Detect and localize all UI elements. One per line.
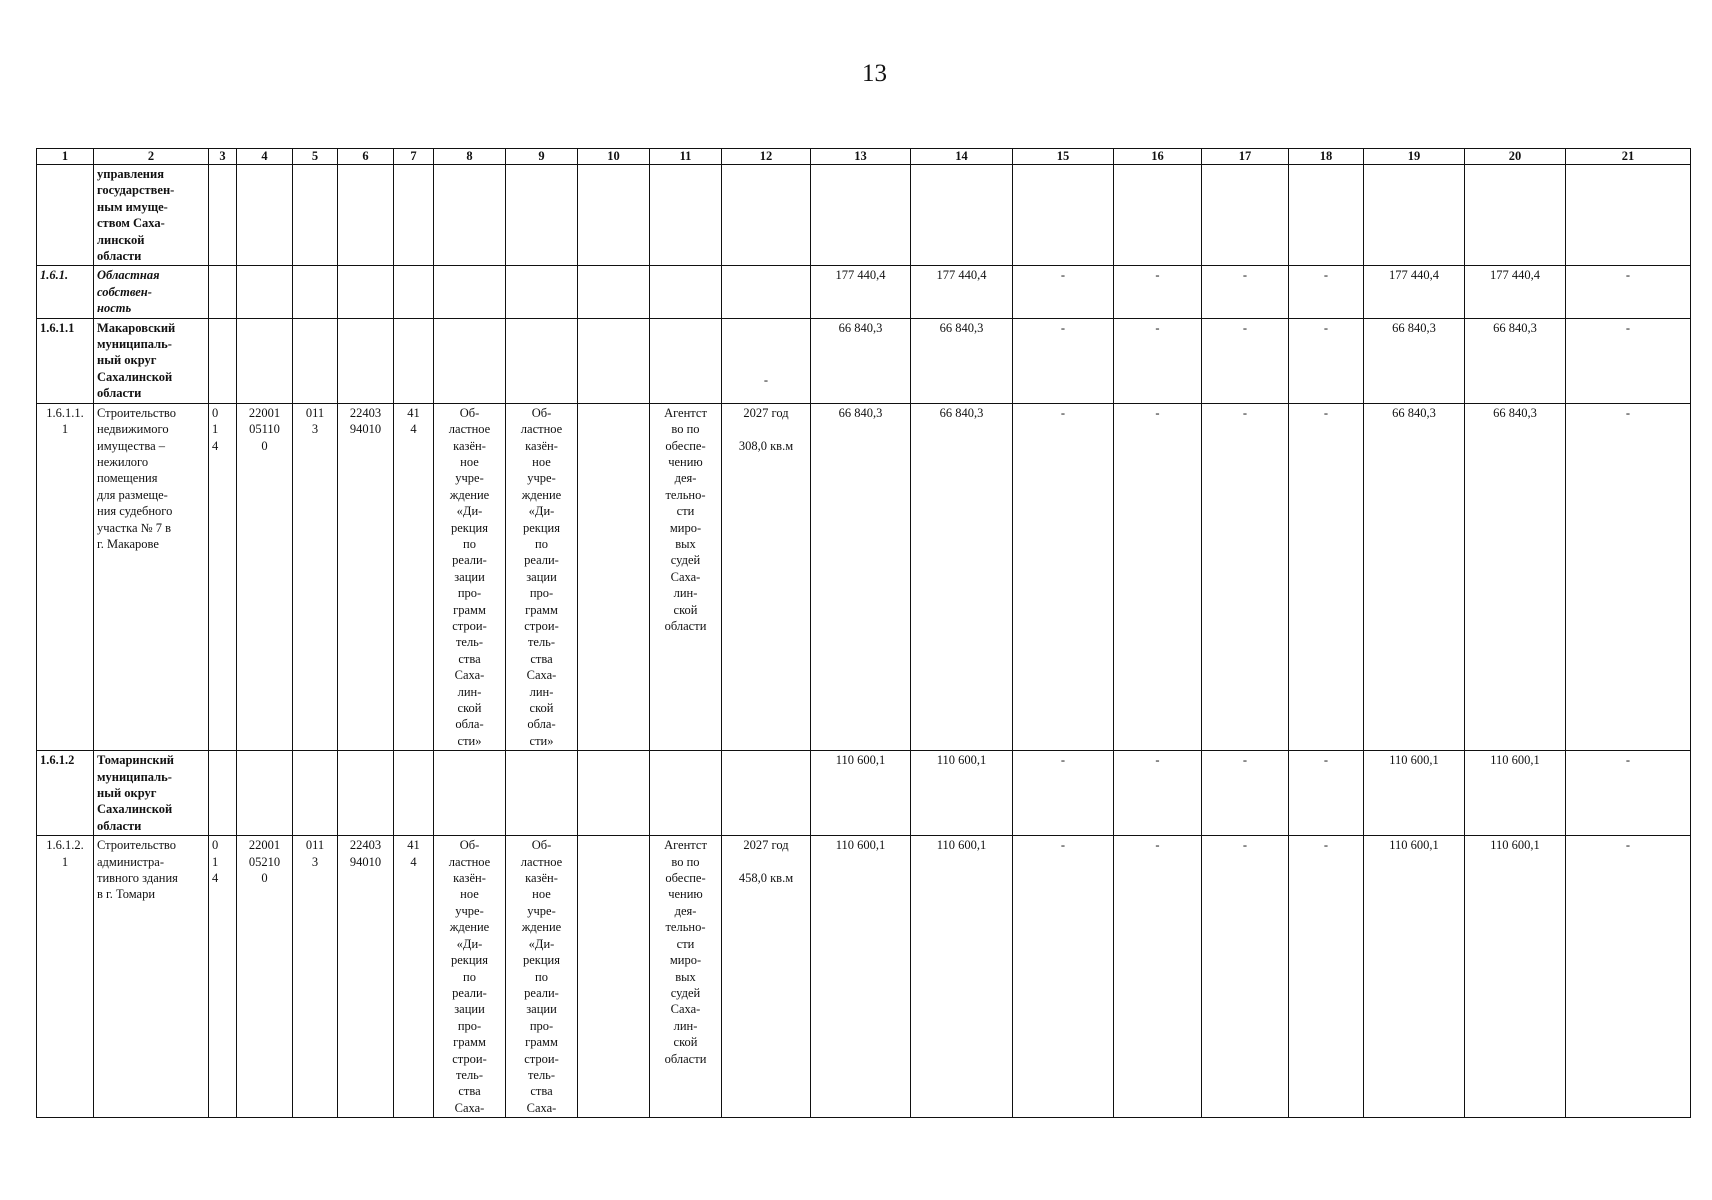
table-cell: - — [1114, 266, 1202, 318]
table-cell — [578, 751, 650, 836]
table-cell: - — [1289, 751, 1364, 836]
table-cell: 66 840,3 — [811, 403, 911, 751]
table-cell: - — [1114, 318, 1202, 403]
table-cell — [506, 165, 578, 266]
table-cell: 22001 05110 0 — [237, 403, 293, 751]
table-cell — [394, 266, 434, 318]
table-cell — [338, 266, 394, 318]
table-cell: - — [1013, 403, 1114, 751]
header-cell: 12 — [722, 149, 811, 165]
table-cell: - — [1013, 318, 1114, 403]
table-cell: Строительство администра- тивного здания в г. Томари — [94, 836, 209, 1118]
table-cell: Об- ластное казён- ное учре- ждение «Ди- рекция по реали- зации про- грамм строи- тель- ства Саха- — [506, 836, 578, 1118]
page-number: 13 — [862, 60, 887, 87]
header-cell: 19 — [1364, 149, 1465, 165]
table-cell: Об- ластное казён- ное учре- ждение «Ди- рекция по реали- зации про- грамм строи- тель- ства Саха- лин- ской обла- сти» — [506, 403, 578, 751]
table-cell — [293, 165, 338, 266]
table-cell: 1.6.1.1. 1 — [37, 403, 94, 751]
table-cell — [911, 165, 1013, 266]
table-cell: - — [1202, 318, 1289, 403]
table-cell: 41 4 — [394, 403, 434, 751]
table-row — [37, 165, 1691, 266]
table-cell: - — [1289, 318, 1364, 403]
table-cell: 110 600,1 — [1465, 751, 1566, 836]
header-row — [37, 149, 1691, 165]
table-cell — [293, 318, 338, 403]
table-cell — [209, 751, 237, 836]
table-cell — [338, 751, 394, 836]
table-cell: 0 1 4 — [209, 403, 237, 751]
table-cell: 66 840,3 — [1465, 403, 1566, 751]
header-cell: 2 — [94, 149, 209, 165]
table-cell — [506, 266, 578, 318]
table-cell: - — [1013, 266, 1114, 318]
table-cell — [1114, 165, 1202, 266]
header-cell: 20 — [1465, 149, 1566, 165]
table-cell — [650, 165, 722, 266]
table-cell: - — [1289, 403, 1364, 751]
table-row — [37, 836, 1691, 1118]
table-cell — [434, 318, 506, 403]
table-cell — [293, 266, 338, 318]
table-cell: 011 3 — [293, 836, 338, 1118]
header-cell: 16 — [1114, 149, 1202, 165]
table-cell: - — [1289, 836, 1364, 1118]
header-cell: 9 — [506, 149, 578, 165]
table-row — [37, 751, 1691, 836]
header-cell: 17 — [1202, 149, 1289, 165]
table-cell: 177 440,4 — [911, 266, 1013, 318]
table-cell: 1.6.1.2. 1 — [37, 836, 94, 1118]
table-cell: Об- ластное казён- ное учре- ждение «Ди- рекция по реали- зации про- грамм строи- тель- ства Саха- — [434, 836, 506, 1118]
table-row — [37, 266, 1691, 318]
table-cell: - — [1202, 751, 1289, 836]
table-cell: - — [722, 318, 811, 403]
table-cell: 0 1 4 — [209, 836, 237, 1118]
table-cell: 22403 94010 — [338, 403, 394, 751]
table-cell: - — [1566, 836, 1691, 1118]
table-cell — [506, 318, 578, 403]
header-cell: 4 — [237, 149, 293, 165]
table-cell: 110 600,1 — [911, 751, 1013, 836]
table-cell: - — [1566, 266, 1691, 318]
table-cell: 22403 94010 — [338, 836, 394, 1118]
table-cell — [578, 266, 650, 318]
table-row — [37, 318, 1691, 403]
table-cell — [293, 751, 338, 836]
table-cell — [722, 751, 811, 836]
table-cell — [1289, 165, 1364, 266]
table-cell: Областная собствен- ность — [94, 266, 209, 318]
table-cell: 1.6.1.1 — [37, 318, 94, 403]
table-cell — [237, 165, 293, 266]
header-cell: 6 — [338, 149, 394, 165]
table-cell: Агентст во по обеспе- чению дея- тельно- сти миро- вых судей Саха- лин- ской области — [650, 836, 722, 1118]
table-cell — [37, 165, 94, 266]
table-cell — [209, 165, 237, 266]
table-cell: - — [1114, 751, 1202, 836]
table-cell: 2027 год 308,0 кв.м — [722, 403, 811, 751]
table-cell: 66 840,3 — [1364, 403, 1465, 751]
table-cell — [578, 165, 650, 266]
table-cell — [578, 836, 650, 1118]
table-cell: - — [1114, 403, 1202, 751]
table-cell — [1566, 165, 1691, 266]
budget-table — [36, 148, 1691, 1118]
table-cell — [722, 266, 811, 318]
table-cell: 110 600,1 — [1364, 836, 1465, 1118]
table-cell — [338, 318, 394, 403]
table-cell — [237, 318, 293, 403]
table-cell: 66 840,3 — [911, 318, 1013, 403]
header-cell: 3 — [209, 149, 237, 165]
header-cell: 5 — [293, 149, 338, 165]
table-cell: - — [1566, 318, 1691, 403]
table-cell — [237, 751, 293, 836]
table-cell — [237, 266, 293, 318]
table-cell: 22001 05210 0 — [237, 836, 293, 1118]
table-cell — [578, 318, 650, 403]
header-cell: 10 — [578, 149, 650, 165]
table-cell: 011 3 — [293, 403, 338, 751]
table-cell: управления государствен- ным имуще- ством Саха- линской области — [94, 165, 209, 266]
table-cell: 66 840,3 — [811, 318, 911, 403]
table-cell: - — [1566, 403, 1691, 751]
table-cell: 66 840,3 — [911, 403, 1013, 751]
table-cell — [434, 266, 506, 318]
header-cell: 11 — [650, 149, 722, 165]
header-cell: 13 — [811, 149, 911, 165]
header-cell: 7 — [394, 149, 434, 165]
table-cell: 41 4 — [394, 836, 434, 1118]
header-cell: 15 — [1013, 149, 1114, 165]
table-cell — [650, 751, 722, 836]
table-cell — [338, 165, 394, 266]
table-cell: 2027 год 458,0 кв.м — [722, 836, 811, 1118]
header-cell: 18 — [1289, 149, 1364, 165]
header-cell: 14 — [911, 149, 1013, 165]
table-cell: 177 440,4 — [811, 266, 911, 318]
table-cell: - — [1202, 266, 1289, 318]
header-cell: 8 — [434, 149, 506, 165]
table-cell: - — [1013, 836, 1114, 1118]
table-cell: 66 840,3 — [1364, 318, 1465, 403]
table-cell — [394, 751, 434, 836]
header-cell: 1 — [37, 149, 94, 165]
table-cell: 177 440,4 — [1364, 266, 1465, 318]
table-cell — [1465, 165, 1566, 266]
table-cell: Строительство недвижимого имущества – нежилого помещения для размеще- ния судебного участка № 7 в г. Макарове — [94, 403, 209, 751]
table-cell: 177 440,4 — [1465, 266, 1566, 318]
table-cell: - — [1114, 836, 1202, 1118]
table-cell: 110 600,1 — [1465, 836, 1566, 1118]
table-cell — [394, 318, 434, 403]
table-cell — [650, 318, 722, 403]
table-cell: - — [1202, 836, 1289, 1118]
table-cell: Макаровский муниципаль- ный округ Сахалинской области — [94, 318, 209, 403]
table-cell — [1202, 165, 1289, 266]
table-cell: Томаринский муниципаль- ный округ Сахалинской области — [94, 751, 209, 836]
table-cell — [578, 403, 650, 751]
table-cell: Агентст во по обеспе- чению дея- тельно- сти миро- вых судей Саха- лин- ской области — [650, 403, 722, 751]
table-cell — [209, 266, 237, 318]
table-row — [37, 403, 1691, 751]
table-cell: 66 840,3 — [1465, 318, 1566, 403]
table-cell: 110 600,1 — [1364, 751, 1465, 836]
table-cell — [650, 266, 722, 318]
table-cell — [209, 318, 237, 403]
table-cell — [811, 165, 911, 266]
table-cell — [434, 751, 506, 836]
table-cell — [1364, 165, 1465, 266]
table-cell: Об- ластное казён- ное учре- ждение «Ди- рекция по реали- зации про- грамм строи- тель- ства Саха- лин- ской обла- сти» — [434, 403, 506, 751]
table-cell: - — [1013, 751, 1114, 836]
table-cell: 1.6.1.2 — [37, 751, 94, 836]
table-cell: 1.6.1. — [37, 266, 94, 318]
table-cell — [434, 165, 506, 266]
table-cell — [394, 165, 434, 266]
table-cell — [1013, 165, 1114, 266]
table-cell: - — [1289, 266, 1364, 318]
table-cell: - — [1566, 751, 1691, 836]
table-cell: 110 600,1 — [811, 836, 911, 1118]
table-cell: 110 600,1 — [811, 751, 911, 836]
table-cell: 110 600,1 — [911, 836, 1013, 1118]
header-cell: 21 — [1566, 149, 1691, 165]
table-cell — [722, 165, 811, 266]
table-cell — [506, 751, 578, 836]
table-cell: - — [1202, 403, 1289, 751]
